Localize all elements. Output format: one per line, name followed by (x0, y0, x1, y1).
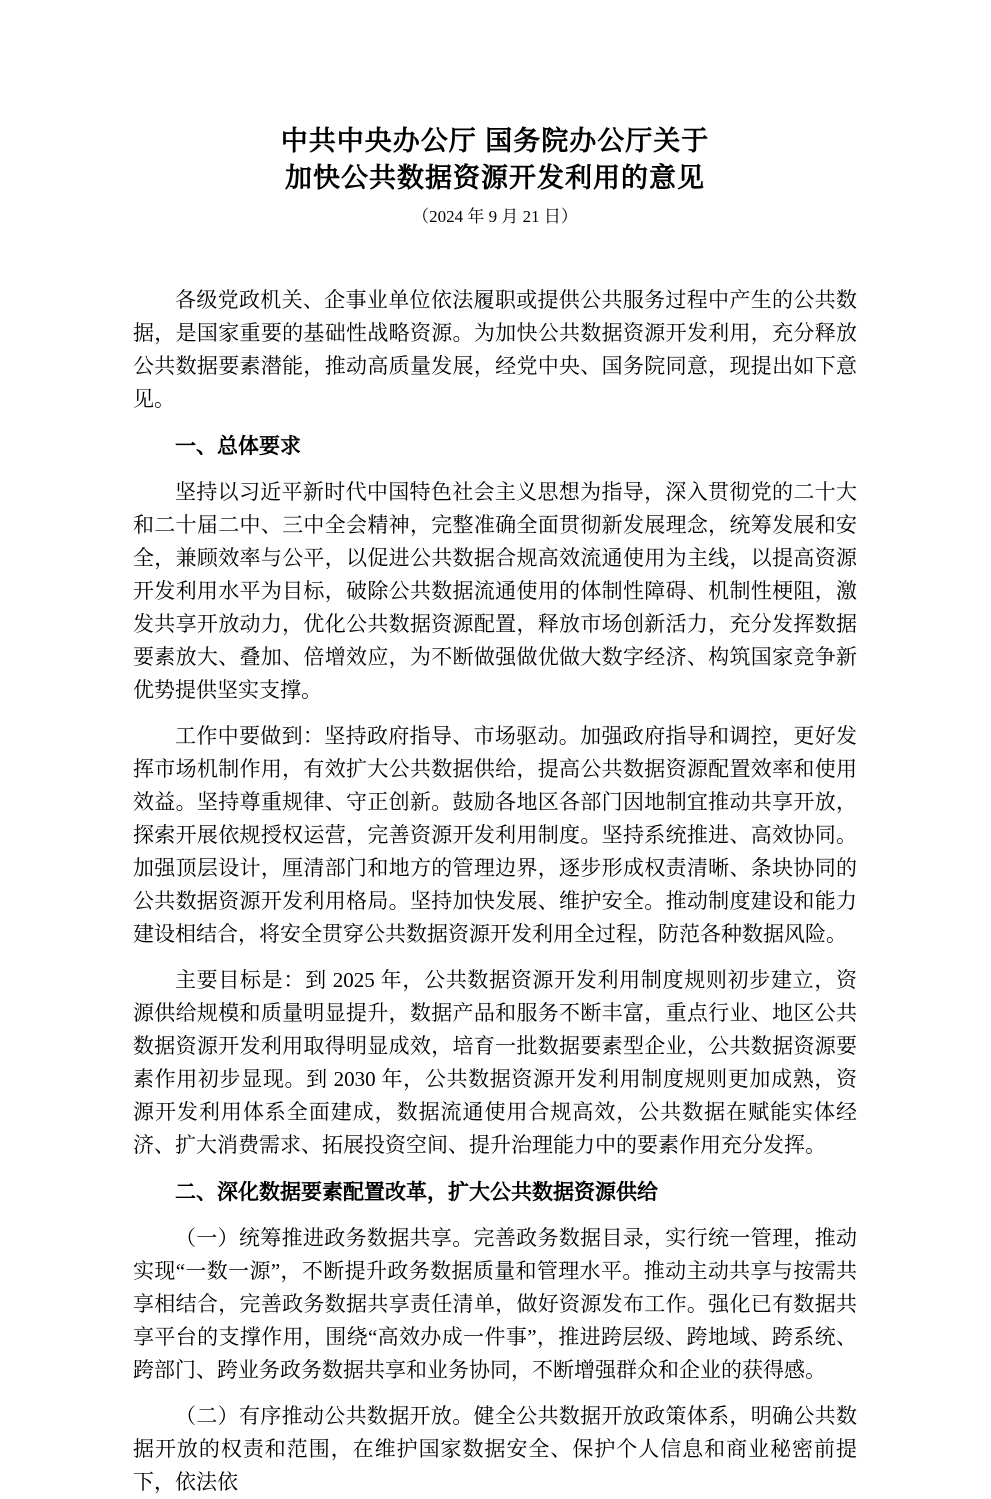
document-title (133, 123, 857, 197)
body-paragraph: （二）有序推动公共数据开放。健全公共数据开放政策体系，明确公共数据开放的权责和范围，在维护国家数据安全、保护个人信息和商业秘密前提下，依法依 (133, 1404, 857, 1494)
section-heading: 一、总体要求 (175, 435, 301, 458)
body-paragraph: 坚持以习近平新时代中国特色社会主义思想为指导，深入贯彻党的二十大和二十届二中、三中全会精神，完整准确全面贯彻新发展理念，统筹发展和安全，兼顾效率与公平，以促进公共数据合规高效流通使用为主线，以提高资源开发利用水平为目标，破除公共数据流通使用的体制性障碍、机制性梗阻，激发共享开放动力，优化公共数据资源配置，释放市场创新活力，充分发挥数据要素放大、叠加、倍增效应，为不断做强做优做大数字经济、构筑国家竞争新优势提供坚实支撑。 (133, 480, 857, 702)
section-heading: 二、深化数据要素配置改革，扩大公共数据资源供给 (175, 1181, 658, 1204)
body-paragraph: 主要目标是：到 2025 年，公共数据资源开发利用制度规则初步建立，资源供给规模和质量明显提升，数据产品和服务不断丰富，重点行业、地区公共数据资源开发利用取得明显成效，培育一批数据要素型企业，公共数据资源要素作用初步显现。到 2030 年，公共数据资源开发利用制度规则更加成熟，资源开发利用体系全面建成，数据流通使用合规高效，公共数据在赋能实体经济、扩大消费需求、拓展投资空间、提升治理能力中的要素作用充分发挥。 (133, 968, 857, 1157)
document-title-line1: 中共中央办公厅 国务院办公厅关于 (280, 126, 710, 156)
body-paragraph: （一）统筹推进政务数据共享。完善政务数据目录，实行统一管理，推动实现“一数一源”，不断提升政务数据质量和管理水平。推动主动共享与按需共享相结合，完善政务数据共享责任清单，做好资源发布工作。强化已有数据共享平台的支撑作用，围绕“高效办成一件事”，推进跨层级、跨地域、跨系统、跨部门、跨业务政务数据共享和业务协同，不断增强群众和企业的获得感。 (133, 1226, 857, 1382)
body-paragraph: 工作中要做到：坚持政府指导、市场驱动。加强政府指导和调控，更好发挥市场机制作用，有效扩大公共数据供给，提高公共数据资源配置效率和使用效益。坚持尊重规律、守正创新。鼓励各地区各部门因地制宜推动共享开放，探索开展依规授权运营，完善资源开发利用制度。坚持系统推进、高效协同。加强顶层设计，厘清部门和地方的管理边界，逐步形成权责清晰、条块协同的公共数据资源开发利用格局。坚持加快发展、维护安全。推动制度建设和能力建设相结合，将安全贯穿公共数据资源开发利用全过程，防范各种数据风险。 (133, 724, 857, 946)
document-date: （2024 年 9 月 21 日） (412, 207, 578, 226)
document-body (133, 284, 857, 1499)
document-title-line2: 加快公共数据资源开发利用的意见 (285, 163, 705, 193)
body-paragraph: 各级党政机关、企事业单位依法履职或提供公共服务过程中产生的公共数据，是国家重要的基础性战略资源。为加快公共数据资源开发利用，充分释放公共数据要素潜能，推动高质量发展，经党中央、国务院同意，现提出如下意见。 (133, 288, 857, 411)
